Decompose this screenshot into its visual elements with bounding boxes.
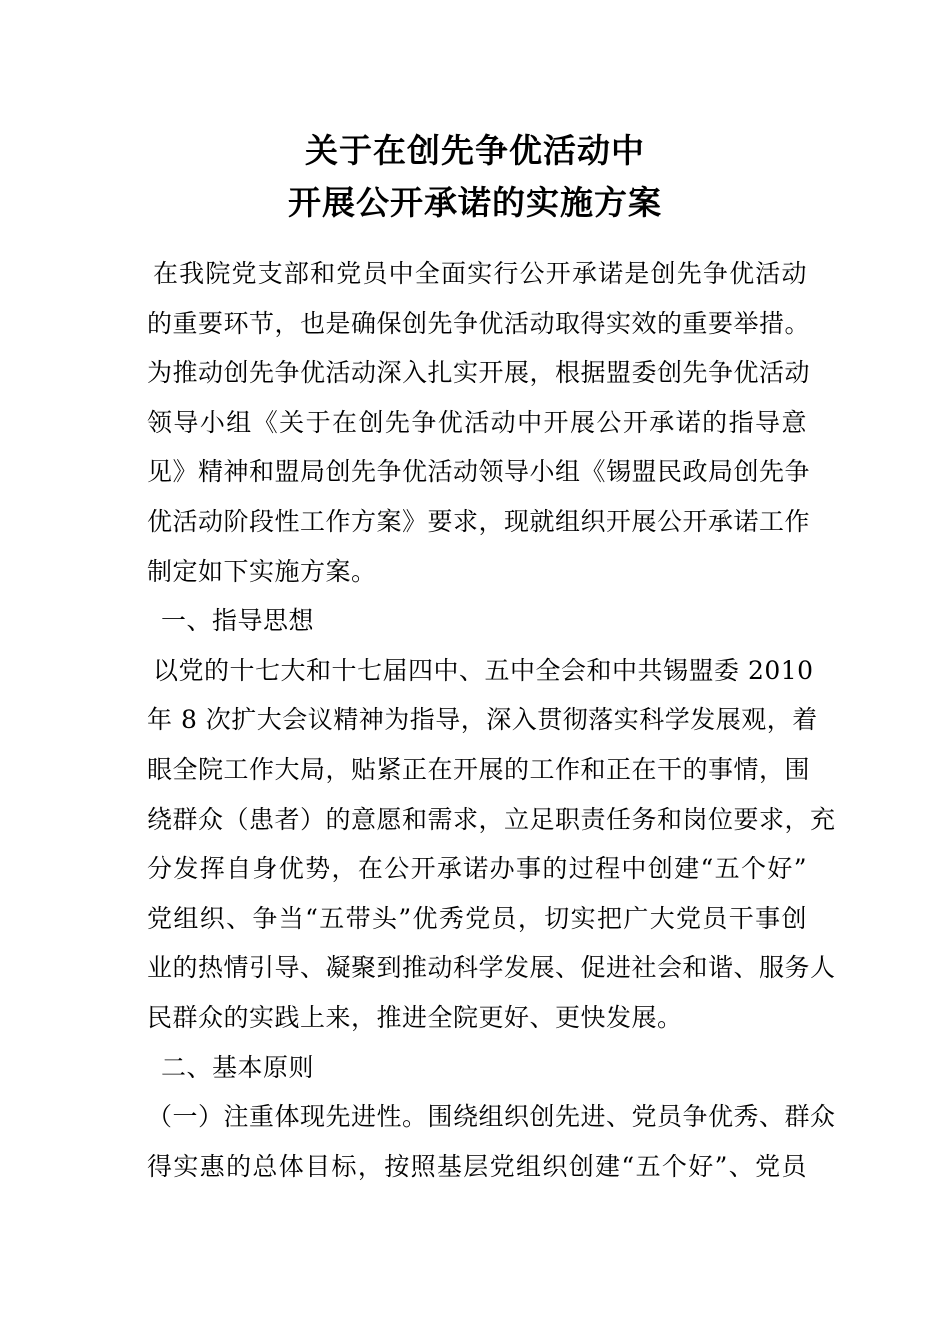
paragraph-line: 在我院党支部和党员中全面实行公开承诺是创先争优活动 [153, 259, 807, 288]
paragraph-line: 制定如下实施方案。 [147, 556, 377, 586]
paragraph-line: 业的热情引导、凝聚到推动科学发展、促进社会和谐、服务人 [147, 953, 836, 983]
section-heading: 一、指导思想 [161, 606, 315, 636]
paragraph-line: 民群众的实践上来，推进全院更好、更快发展。 [147, 1002, 683, 1032]
paragraph-line: 为推动创先争优活动深入扎实开展，根据盟委创先争优活动 [147, 358, 811, 388]
paragraph-line: 分发挥自身优势，在公开承诺办事的过程中创建“五个好” [147, 854, 807, 884]
paragraph-line: 领导小组《关于在创先争优活动中开展公开承诺的指导意 [147, 407, 807, 437]
paragraph-line: 年 8 次扩大会议精神为指导，深入贯彻落实科学发展观，着 [147, 705, 818, 735]
paragraph-line: 优活动阶段性工作方案》要求，现就组织开展公开承诺工作 [147, 506, 811, 536]
document-title-line-2: 开展公开承诺的实施方案 [288, 183, 662, 222]
paragraph-line: 眼全院工作大局，贴紧正在开展的工作和正在干的事情，围 [147, 754, 811, 784]
paragraph-line: 以党的十七大和十七届四中、五中全会和中共锡盟委 2010 [153, 655, 814, 685]
document-body [147, 249, 836, 1191]
paragraph-line: 党组织、争当“五带头”优秀党员，切实把广大党员干事创 [147, 903, 807, 933]
paragraph-line: 的重要环节，也是确保创先争优活动取得实效的重要举措。 [147, 308, 811, 338]
paragraph-line: 见》精神和盟局创先争优活动领导小组《锡盟民政局创先争 [147, 457, 811, 487]
paragraph-line: 绕群众（患者）的意愿和需求，立足职责任务和岗位要求，充 [147, 804, 836, 834]
paragraph-line: （一）注重体现先进性。围绕组织创先进、党员争优秀、群众 [147, 1102, 836, 1132]
section-heading: 二、基本原则 [161, 1052, 315, 1082]
document-title-line-1: 关于在创先争优活动中 [305, 131, 645, 170]
paragraph-line: 得实惠的总体目标，按照基层党组织创建“五个好”、党员 [147, 1151, 807, 1181]
